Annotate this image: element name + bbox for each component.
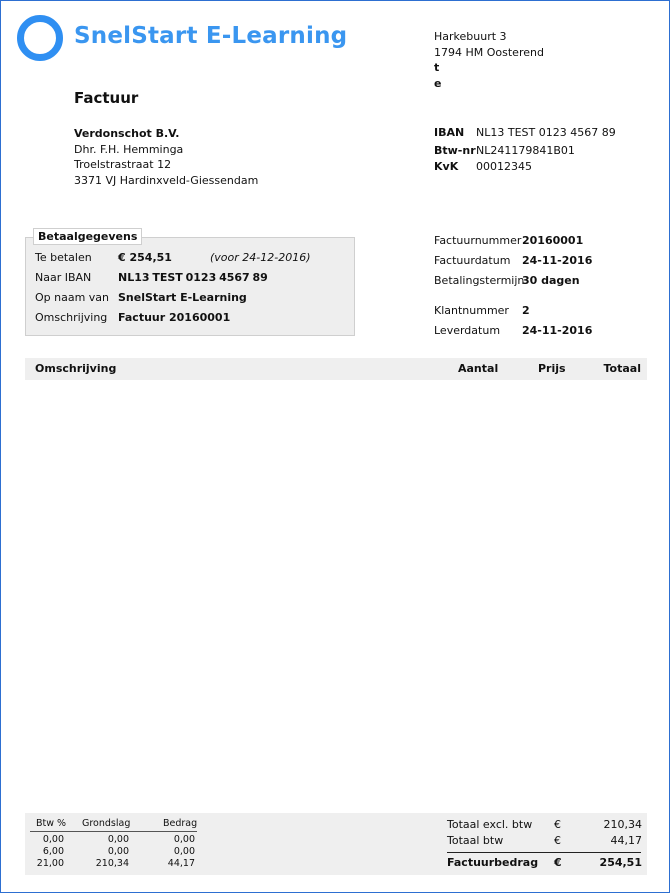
address-line2: 1794 HM Oosterend: [434, 45, 544, 59]
total-vat-value: 44,17: [610, 834, 642, 847]
to-iban-value: NL13 TEST 0123 4567 89: [118, 271, 268, 284]
vat-header-divider: [30, 831, 197, 832]
payment-details-legend: Betaalgegevens: [33, 228, 142, 245]
brand-logo-icon: [17, 15, 63, 61]
iban-value: NL13 TEST 0123 4567 89: [476, 126, 616, 139]
document-title: Factuur: [74, 89, 139, 107]
column-description: Omschrijving: [35, 362, 117, 375]
payment-term-value: 30 dagen: [522, 274, 580, 287]
company-address: [434, 29, 544, 91]
total-excl-vat-currency: €: [554, 818, 561, 831]
payee-label: Op naam van: [35, 291, 110, 304]
invoice-number-label: Factuurnummer: [434, 234, 522, 247]
payment-term-label: Betalingstermijn: [434, 274, 525, 287]
invoice-date-label: Factuurdatum: [434, 254, 511, 267]
customer-number-label: Klantnummer: [434, 304, 509, 317]
invoice-lines-header: [25, 358, 647, 380]
to-iban-label: Naar IBAN: [35, 271, 92, 284]
vat-amount-0: 0,00: [173, 834, 195, 845]
column-quantity: Aantal: [458, 362, 499, 375]
amount-due-value: € 254,51: [118, 251, 172, 264]
description-value: Factuur 20160001: [118, 311, 231, 324]
recipient-street: Troelstrastraat 12: [74, 158, 172, 171]
vat-amount-2: 44,17: [167, 858, 195, 869]
phone-label: t: [434, 61, 440, 74]
kvk-label: KvK: [434, 160, 459, 173]
vat-number-label: Btw-nr: [434, 144, 476, 157]
total-excl-vat-value: 210,34: [603, 818, 642, 831]
payee-value: SnelStart E-Learning: [118, 291, 247, 304]
kvk-value: 00012345: [476, 160, 532, 173]
vat-rate-2: 21,00: [36, 858, 64, 869]
vat-rate-0: 0,00: [42, 834, 64, 845]
column-price: Prijs: [538, 362, 566, 375]
vat-header-base: Grondslag: [82, 818, 131, 829]
vat-base-2: 210,34: [95, 858, 129, 869]
due-date-note: (voor 24-12-2016): [210, 251, 311, 264]
delivery-date-label: Leverdatum: [434, 324, 501, 337]
vat-number-value: NL241179841B01: [476, 144, 575, 157]
invoice-amount-currency: €: [554, 856, 562, 869]
vat-header-rate: Btw %: [36, 818, 67, 829]
delivery-date-value: 24-11-2016: [522, 324, 593, 337]
recipient-name: Verdonschot B.V.: [74, 127, 180, 140]
vat-header-amount: Bedrag: [163, 818, 198, 829]
vat-base-1: 0,00: [107, 846, 129, 857]
invoice-number-value: 20160001: [522, 234, 584, 247]
vat-rate-1: 6,00: [42, 846, 64, 857]
invoice-amount-value: 254,51: [599, 856, 642, 869]
vat-amount-1: 0,00: [173, 846, 195, 857]
customer-number-value: 2: [522, 304, 530, 317]
totals-divider: [447, 852, 641, 853]
total-vat-label: Totaal btw: [447, 834, 504, 847]
invoice-date-value: 24-11-2016: [522, 254, 593, 267]
recipient-address: [74, 126, 258, 188]
description-label: Omschrijving: [35, 311, 108, 324]
email-label: e: [434, 76, 442, 90]
brand-name: SnelStart E-Learning: [74, 23, 348, 49]
total-vat-currency: €: [554, 834, 561, 847]
recipient-contact: Dhr. F.H. Hemminga: [74, 142, 184, 156]
amount-due-label: Te betalen: [35, 251, 92, 264]
iban-label: IBAN: [434, 126, 465, 139]
address-line1: Harkebuurt 3: [434, 30, 507, 43]
column-total: Totaal: [603, 362, 641, 375]
invoice-amount-label: Factuurbedrag: [447, 856, 539, 869]
vat-base-0: 0,00: [107, 834, 129, 845]
recipient-city: 3371 VJ Hardinxveld-Giessendam: [74, 173, 259, 187]
total-excl-vat-label: Totaal excl. btw: [447, 818, 533, 831]
